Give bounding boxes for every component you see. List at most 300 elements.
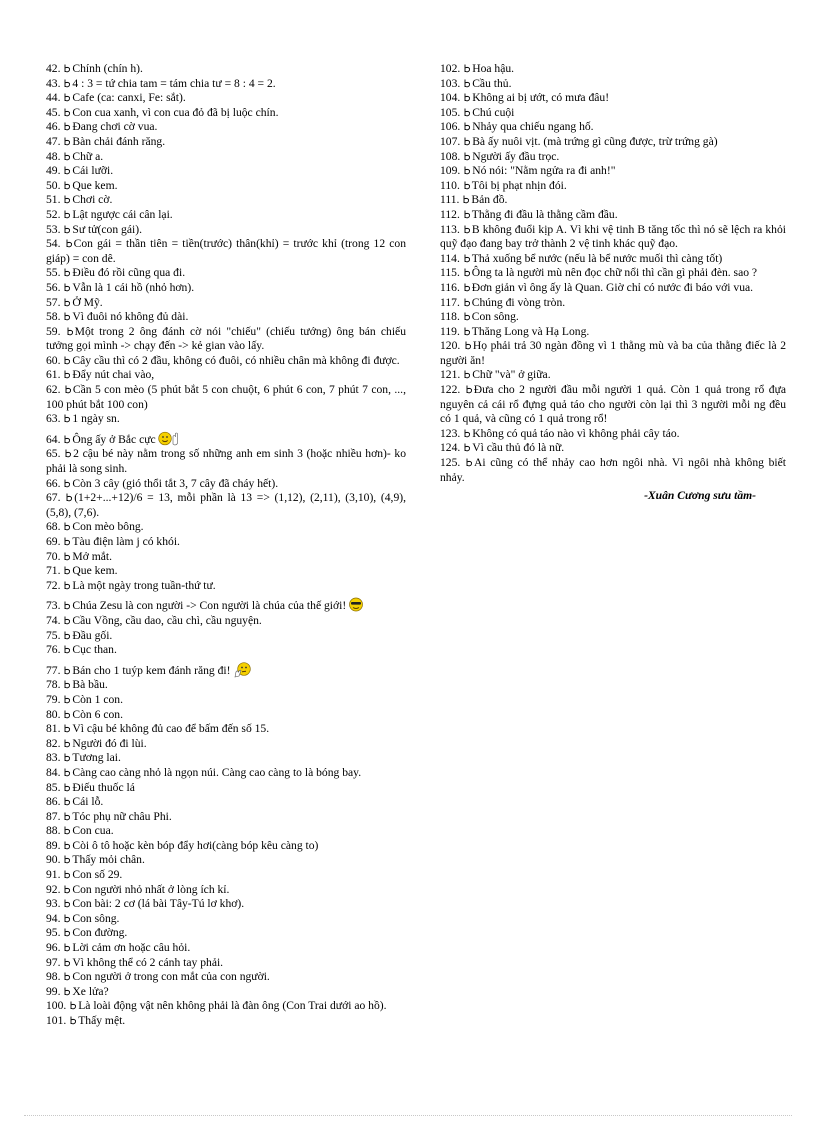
bullet-icon	[64, 899, 71, 908]
item-number: 52.	[46, 207, 61, 221]
item-number: 115.	[440, 266, 460, 280]
answer-item	[46, 708, 406, 723]
item-text: Que kem.	[72, 564, 118, 578]
item-text: Ai cũng có thể nhảy cao hơn ngôi nhà. Vì ngôi nhà không biết nhảy.	[440, 456, 786, 484]
item-text: B không đuổi kịp A. Vì khi vệ tinh B tăng tốc thì nó sẽ lệch ra khỏi quỹ đạo đang bay trở thành 2 vệ tinh khác quỹ đạo.	[440, 222, 786, 251]
item-number: 122.	[440, 383, 461, 397]
item-text: Vì cậu bé không đủ cao để bấm đến số 15.	[72, 722, 270, 736]
item-text: Họ phải trả 30 ngàn đồng vì 1 thằng mù và ba của thằng điếc là 2 người ăn!	[440, 339, 786, 367]
item-number: 88.	[46, 824, 61, 838]
item-number: 118.	[440, 310, 460, 324]
answer-item	[46, 296, 406, 311]
item-number: 117.	[440, 295, 460, 309]
bullet-icon	[64, 768, 71, 777]
bullet-icon	[464, 79, 471, 88]
item-text: Chữ a.	[72, 149, 104, 163]
item-text: Ông ấy ở Bắc cực	[72, 432, 156, 446]
item-number: 101.	[46, 1014, 67, 1027]
item-number: 100.	[46, 999, 67, 1013]
item-text: Còi ô tô hoặc kèn bóp đẩy hơi(càng bóp kêu càng to)	[72, 838, 319, 852]
answer-item	[46, 941, 406, 956]
answer-item	[46, 354, 406, 369]
answer-item	[440, 120, 786, 135]
item-text: Đang chơi cờ vua.	[72, 120, 158, 134]
item-number: 113.	[440, 222, 460, 236]
item-text: Người đó đi lùi.	[72, 736, 147, 750]
bullet-icon	[70, 1016, 77, 1025]
item-text: Mở mắt.	[72, 549, 113, 563]
bullet-icon	[64, 616, 71, 625]
answer-item	[46, 693, 406, 708]
bullet-icon	[466, 385, 473, 394]
bullet-icon	[64, 414, 71, 423]
item-number: 42.	[46, 62, 61, 75]
item-number: 62.	[46, 383, 61, 397]
answer-item	[46, 853, 406, 868]
bullet-icon	[64, 210, 71, 219]
answer-item	[440, 281, 786, 296]
bullet-icon	[64, 435, 71, 444]
item-text: Cầu thủ.	[472, 76, 512, 90]
bullet-icon	[64, 928, 71, 937]
item-number: 85.	[46, 780, 61, 794]
bullet-icon	[64, 601, 71, 610]
answer-item	[46, 883, 406, 898]
item-number: 97.	[46, 955, 61, 969]
item-number: 103.	[440, 76, 461, 90]
item-number: 47.	[46, 134, 61, 148]
item-number: 90.	[46, 853, 61, 867]
answer-item	[46, 550, 406, 565]
item-text: Chú cuội	[472, 105, 515, 119]
answer-item	[46, 447, 406, 476]
item-text: Cây cầu thì có 2 đầu, không có đuôi, có nhiều chân mà không đi được.	[72, 353, 400, 367]
item-number: 64.	[46, 432, 61, 446]
item-number: 45.	[46, 105, 61, 119]
answer-item	[46, 281, 406, 296]
item-text: Một trong 2 ông đánh cờ nói "chiếu" (chiếu tướng) ông bán chiếu tưởng gọi mình -> chạy đến -> kẻ gian vào lấy.	[46, 324, 406, 353]
item-number: 93.	[46, 897, 61, 911]
bullet-icon	[64, 522, 71, 531]
answer-item	[46, 135, 406, 150]
bullet-icon	[64, 566, 71, 575]
bullet-icon	[64, 356, 71, 365]
bullet-icon	[464, 283, 471, 292]
answer-item	[46, 106, 406, 121]
answer-item	[46, 223, 406, 238]
item-number: 48.	[46, 149, 61, 163]
item-text: Thăng Long và Hạ Long.	[471, 324, 590, 338]
item-text: Tương lai.	[72, 751, 121, 765]
item-text: Đầu gối.	[72, 628, 113, 642]
item-text: Chính (chín h).	[72, 62, 143, 75]
bullet-icon	[64, 739, 71, 748]
bullet-icon	[64, 680, 71, 689]
item-number: 99.	[46, 984, 61, 998]
item-number: 121.	[440, 368, 461, 382]
bullet-icon	[64, 724, 71, 733]
item-number: 59.	[46, 324, 61, 338]
bullet-icon	[64, 108, 71, 117]
item-text: Vì không thể có 2 cánh tay phải.	[72, 955, 224, 969]
item-text: Chúa Zesu là con người -> Con người là chúa của thế giới!	[72, 599, 347, 613]
bullet-icon	[64, 645, 71, 654]
bullet-icon	[464, 254, 471, 263]
item-number: 78.	[46, 678, 61, 692]
answer-item	[46, 897, 406, 912]
item-number: 109.	[440, 164, 461, 178]
bullet-icon	[464, 210, 471, 219]
item-text: Ở Mỹ.	[72, 295, 103, 309]
bullet-icon	[64, 181, 71, 190]
item-number: 87.	[46, 809, 61, 823]
item-text: Tàu điện làm j có khói.	[72, 535, 180, 548]
item-text: Điều đó rồi cũng qua đi.	[72, 266, 186, 280]
item-text: Điếu thuốc lá	[72, 780, 135, 794]
answer-item	[46, 150, 406, 165]
item-text: Con gái = thần tiên = tiền(trước) thân(khỉ) = trước khỉ (trong 12 con giáp) = con dê.	[46, 237, 406, 265]
item-text: Vì cầu thủ đó là nữ.	[472, 441, 565, 455]
bullet-icon	[464, 443, 471, 452]
left-column	[46, 62, 406, 1029]
item-text: Bà bầu.	[72, 678, 108, 692]
answer-item	[440, 383, 786, 427]
item-text: Con cua.	[72, 824, 114, 838]
bullet-icon	[64, 268, 71, 277]
item-text: Vì đuôi nó không đủ dài.	[72, 310, 189, 324]
bullet-icon	[64, 797, 71, 806]
item-text: Càng cao càng nhỏ là ngọn núi. Càng cao càng to là bóng bay.	[72, 765, 362, 779]
bullet-icon	[64, 537, 71, 546]
item-number: 72.	[46, 578, 61, 592]
answer-item	[440, 62, 786, 77]
bullet-icon	[465, 341, 472, 350]
bullet-icon	[464, 327, 471, 336]
item-text: Là một ngày trong tuần-thứ tư.	[72, 578, 216, 592]
answer-item	[46, 629, 406, 644]
bullet-icon	[64, 666, 71, 675]
item-number: 95.	[46, 926, 61, 940]
item-number: 92.	[46, 882, 61, 896]
bullet-icon	[64, 370, 71, 379]
item-text: Cái lỗ.	[72, 795, 104, 809]
answer-item	[440, 325, 786, 340]
item-text: Bán cho 1 tuýp kem đánh răng đi!	[72, 663, 231, 677]
item-number: 105.	[440, 105, 461, 119]
item-number: 81.	[46, 722, 61, 736]
answer-item	[440, 441, 786, 456]
bullet-icon	[463, 195, 470, 204]
item-text: Chúng đi vòng tròn.	[471, 295, 566, 309]
item-number: 55.	[46, 266, 61, 280]
answer-item	[46, 431, 406, 448]
bullet-icon	[464, 122, 471, 131]
answer-item	[440, 135, 786, 150]
answer-item	[46, 678, 406, 693]
answer-item	[440, 223, 786, 252]
answer-item	[440, 427, 786, 442]
answer-item	[46, 325, 406, 354]
answer-item	[46, 179, 406, 194]
answer-item	[46, 751, 406, 766]
item-text: Ông ta là người mù nên đọc chữ nổi thì cần gì phải đèn. sao ?	[471, 266, 758, 280]
thinking-smiley-icon	[233, 662, 253, 677]
bullet-icon	[64, 195, 71, 204]
bullet-icon	[466, 458, 473, 467]
item-number: 94.	[46, 911, 61, 925]
bullet-icon	[464, 93, 471, 102]
bullet-icon	[464, 137, 471, 146]
answer-item	[440, 310, 786, 325]
answer-item	[46, 956, 406, 971]
item-text: Thấy mệt.	[78, 1014, 126, 1027]
answer-item	[46, 564, 406, 579]
bullet-icon	[64, 631, 71, 640]
answer-item	[46, 839, 406, 854]
item-number: 68.	[46, 520, 61, 534]
answer-item	[46, 368, 406, 383]
item-text: Con người ở trong con mắt của con người.	[72, 970, 270, 984]
bullet-icon	[464, 429, 471, 438]
item-number: 56.	[46, 280, 61, 294]
item-text: Nó nói: "Nằm ngửa ra đi anh!"	[472, 164, 616, 178]
answer-item	[46, 383, 406, 412]
item-text: Con sông.	[471, 310, 519, 324]
answer-item	[46, 614, 406, 629]
item-number: 73.	[46, 599, 61, 613]
bullet-icon	[64, 122, 71, 131]
item-number: 57.	[46, 295, 61, 309]
bullet-icon	[64, 479, 71, 488]
answer-item	[440, 339, 786, 368]
answer-item	[440, 164, 786, 179]
bullet-icon	[64, 298, 71, 307]
item-number: 104.	[440, 91, 461, 105]
answer-item	[440, 296, 786, 311]
item-text: Thấy mỏi chân.	[72, 853, 145, 867]
item-number: 80.	[46, 707, 61, 721]
bullet-icon	[64, 870, 71, 879]
answer-item	[440, 106, 786, 121]
item-number: 110.	[440, 178, 460, 192]
bullet-icon	[70, 1001, 77, 1010]
bullet-icon	[64, 312, 71, 321]
answer-item	[440, 368, 786, 383]
item-number: 69.	[46, 535, 61, 548]
item-number: 83.	[46, 751, 61, 765]
item-text: Không ai bị ướt, có mưa đâu!	[472, 91, 610, 105]
item-number: 50.	[46, 178, 61, 192]
item-number: 44.	[46, 91, 61, 105]
bullet-icon	[64, 826, 71, 835]
answer-item	[46, 999, 406, 1014]
item-number: 86.	[46, 795, 61, 809]
wave-smiley-icon	[158, 431, 180, 446]
bullet-icon	[64, 152, 71, 161]
answer-item	[46, 579, 406, 594]
item-number: 84.	[46, 765, 61, 779]
item-text: Người ấy đầu trọc.	[472, 149, 560, 163]
answer-item	[440, 266, 786, 281]
item-text: Là loài động vật nên không phải là đàn ông (Con Trai dưới ao hồ).	[78, 999, 387, 1013]
item-number: 107.	[440, 134, 461, 148]
answer-item	[46, 737, 406, 752]
item-text: Thằng đi đầu là thằng cầm đầu.	[471, 207, 618, 221]
bullet-icon	[65, 449, 72, 458]
item-text: Thả xuống bể nước (nếu là bể nước muối thì càng tốt)	[471, 251, 723, 265]
answer-item	[440, 456, 786, 485]
item-text: Cái lưỡi.	[72, 164, 114, 178]
item-number: 70.	[46, 549, 61, 563]
answer-item	[440, 252, 786, 267]
answer-item	[46, 766, 406, 781]
item-text: Que kem.	[72, 178, 118, 192]
item-number: 77.	[46, 663, 61, 677]
item-text: Nhảy qua chiếu ngang hố.	[472, 120, 594, 134]
bullet-icon	[64, 79, 71, 88]
item-text: Con cua xanh, vì con cua đỏ đã bị luộc chín.	[72, 105, 279, 119]
answer-item	[440, 150, 786, 165]
bullet-icon	[66, 493, 73, 502]
answer-item	[46, 310, 406, 325]
bullet-icon	[64, 914, 71, 923]
item-number: 82.	[46, 736, 61, 750]
item-number: 54.	[46, 237, 61, 251]
bullet-icon	[464, 152, 471, 161]
item-text: Bà ấy nuôi vịt. (mà trứng gì cũng được, trừ trứng gà)	[472, 134, 718, 148]
item-text: Con bài: 2 cơ (lá bài Tây-Tú lơ khơ).	[72, 897, 245, 911]
item-number: 49.	[46, 164, 61, 178]
item-text: Bàn chải đánh răng.	[72, 134, 166, 148]
answer-item	[46, 520, 406, 535]
answer-item	[46, 208, 406, 223]
item-number: 106.	[440, 120, 461, 134]
page-footer-rule	[24, 1115, 792, 1117]
item-text: 2 cậu bé này nằm trong số những anh em sinh 3 (hoặc nhiều hơn)- ko phải là song sinh.	[46, 447, 406, 476]
signature: -Xuân Cương sưu tầm-	[644, 489, 756, 503]
bullet-icon	[464, 166, 471, 175]
answer-item	[440, 91, 786, 106]
item-number: 123.	[440, 426, 461, 440]
item-text: Đẩy nút chai vào,	[72, 368, 155, 382]
answer-item	[46, 412, 406, 427]
answer-item	[46, 781, 406, 796]
answer-item	[46, 810, 406, 825]
answer-item	[46, 868, 406, 883]
item-number: 116.	[440, 280, 460, 294]
item-number: 66.	[46, 476, 61, 490]
item-text: Chữ "và" ở giữa.	[472, 368, 551, 382]
answer-item	[440, 179, 786, 194]
bullet-icon	[64, 972, 71, 981]
item-text: Con đường.	[72, 926, 128, 940]
bullet-icon	[64, 885, 71, 894]
item-text: 1 ngày sn.	[72, 412, 120, 426]
item-number: 74.	[46, 613, 61, 627]
answer-item	[46, 662, 406, 679]
bullet-icon	[464, 64, 471, 73]
item-number: 124.	[440, 441, 461, 455]
item-number: 79.	[46, 692, 61, 706]
item-text: Con người nhỏ nhất ở lòng ích kỉ.	[72, 882, 230, 896]
answer-item	[46, 824, 406, 839]
item-number: 96.	[46, 941, 61, 955]
bullet-icon	[65, 385, 72, 394]
item-number: 58.	[46, 310, 61, 324]
item-text: Vẫn là 1 cái hồ (nhỏ hơn).	[72, 280, 195, 294]
bullet-icon	[64, 695, 71, 704]
answer-item	[46, 237, 406, 266]
item-text: Còn 1 con.	[72, 692, 123, 706]
item-number: 111.	[440, 193, 460, 207]
item-text: Hoa hậu.	[472, 62, 515, 75]
item-text: Tôi bị phạt nhịn đói.	[471, 178, 567, 192]
answer-item	[46, 91, 406, 106]
item-text: Lời cảm ơn hoặc câu hỏi.	[72, 941, 191, 955]
item-number: 112.	[440, 207, 460, 221]
item-text: Còn 6 con.	[72, 707, 123, 721]
bullet-icon	[64, 855, 71, 864]
bullet-icon	[64, 64, 71, 73]
bullet-icon	[64, 943, 71, 952]
answer-item	[46, 597, 406, 614]
bullet-icon	[64, 841, 71, 850]
item-text: Không có quả táo nào vì không phải cây táo.	[472, 426, 680, 440]
item-number: 91.	[46, 868, 61, 882]
item-text: Đơn giản vì ông ấy là Quan. Giờ chỉ có nước đi báo với vua.	[471, 280, 754, 294]
item-number: 108.	[440, 149, 461, 163]
item-number: 125.	[440, 456, 461, 470]
item-number: 75.	[46, 628, 61, 642]
item-number: 89.	[46, 838, 61, 852]
bullet-icon	[464, 370, 471, 379]
item-number: 67.	[46, 491, 61, 505]
item-number: 65.	[46, 447, 61, 461]
item-number: 63.	[46, 412, 61, 426]
item-text: Xe lửa?	[72, 984, 109, 998]
item-text: Con sông.	[72, 911, 120, 925]
cool-smiley-icon	[348, 597, 364, 612]
item-number: 71.	[46, 564, 61, 578]
item-text: (1+2+...+12)/6 = 13, mỗi phần là 13 => (1,12), (2,11), (3,10), (4,9), (5,8), (7,6).	[46, 491, 406, 519]
item-number: 76.	[46, 643, 61, 657]
answer-item	[46, 985, 406, 1000]
answer-item	[46, 193, 406, 208]
bullet-icon	[64, 225, 71, 234]
bullet-icon	[64, 753, 71, 762]
bullet-icon	[67, 327, 74, 336]
answer-item	[46, 535, 406, 550]
item-text: Đưa cho 2 người đầu mỗi người 1 quả. Còn 1 quả trong rổ đựa nguyên cả cái rổ đựng quả táo cho người còn lại thì 3 người mỗi ng đều có 1 quả, và cũng có 1 quả trong rổ!	[440, 383, 786, 426]
bullet-icon	[464, 312, 471, 321]
answer-item	[440, 208, 786, 223]
answer-item	[46, 62, 406, 77]
bullet-icon	[64, 581, 71, 590]
answer-item	[46, 912, 406, 927]
answer-item	[46, 266, 406, 281]
item-text: Cục than.	[72, 643, 117, 657]
bullet-icon	[64, 987, 71, 996]
bullet-icon	[64, 137, 71, 146]
answer-item	[46, 926, 406, 941]
item-number: 119.	[440, 324, 460, 338]
item-text: Tóc phụ nữ châu Phi.	[72, 809, 172, 823]
item-number: 51.	[46, 193, 61, 207]
item-text: Cần 5 con mèo (5 phút bắt 5 con chuột, 6 phút 6 con, 7 phút 7 con, ..., 100 phút bắt 100 con)	[46, 383, 406, 411]
item-text: Cầu Vồng, cầu dao, cầu chì, cầu nguyện.	[72, 613, 262, 627]
answer-item	[46, 477, 406, 492]
bullet-icon	[464, 225, 471, 234]
